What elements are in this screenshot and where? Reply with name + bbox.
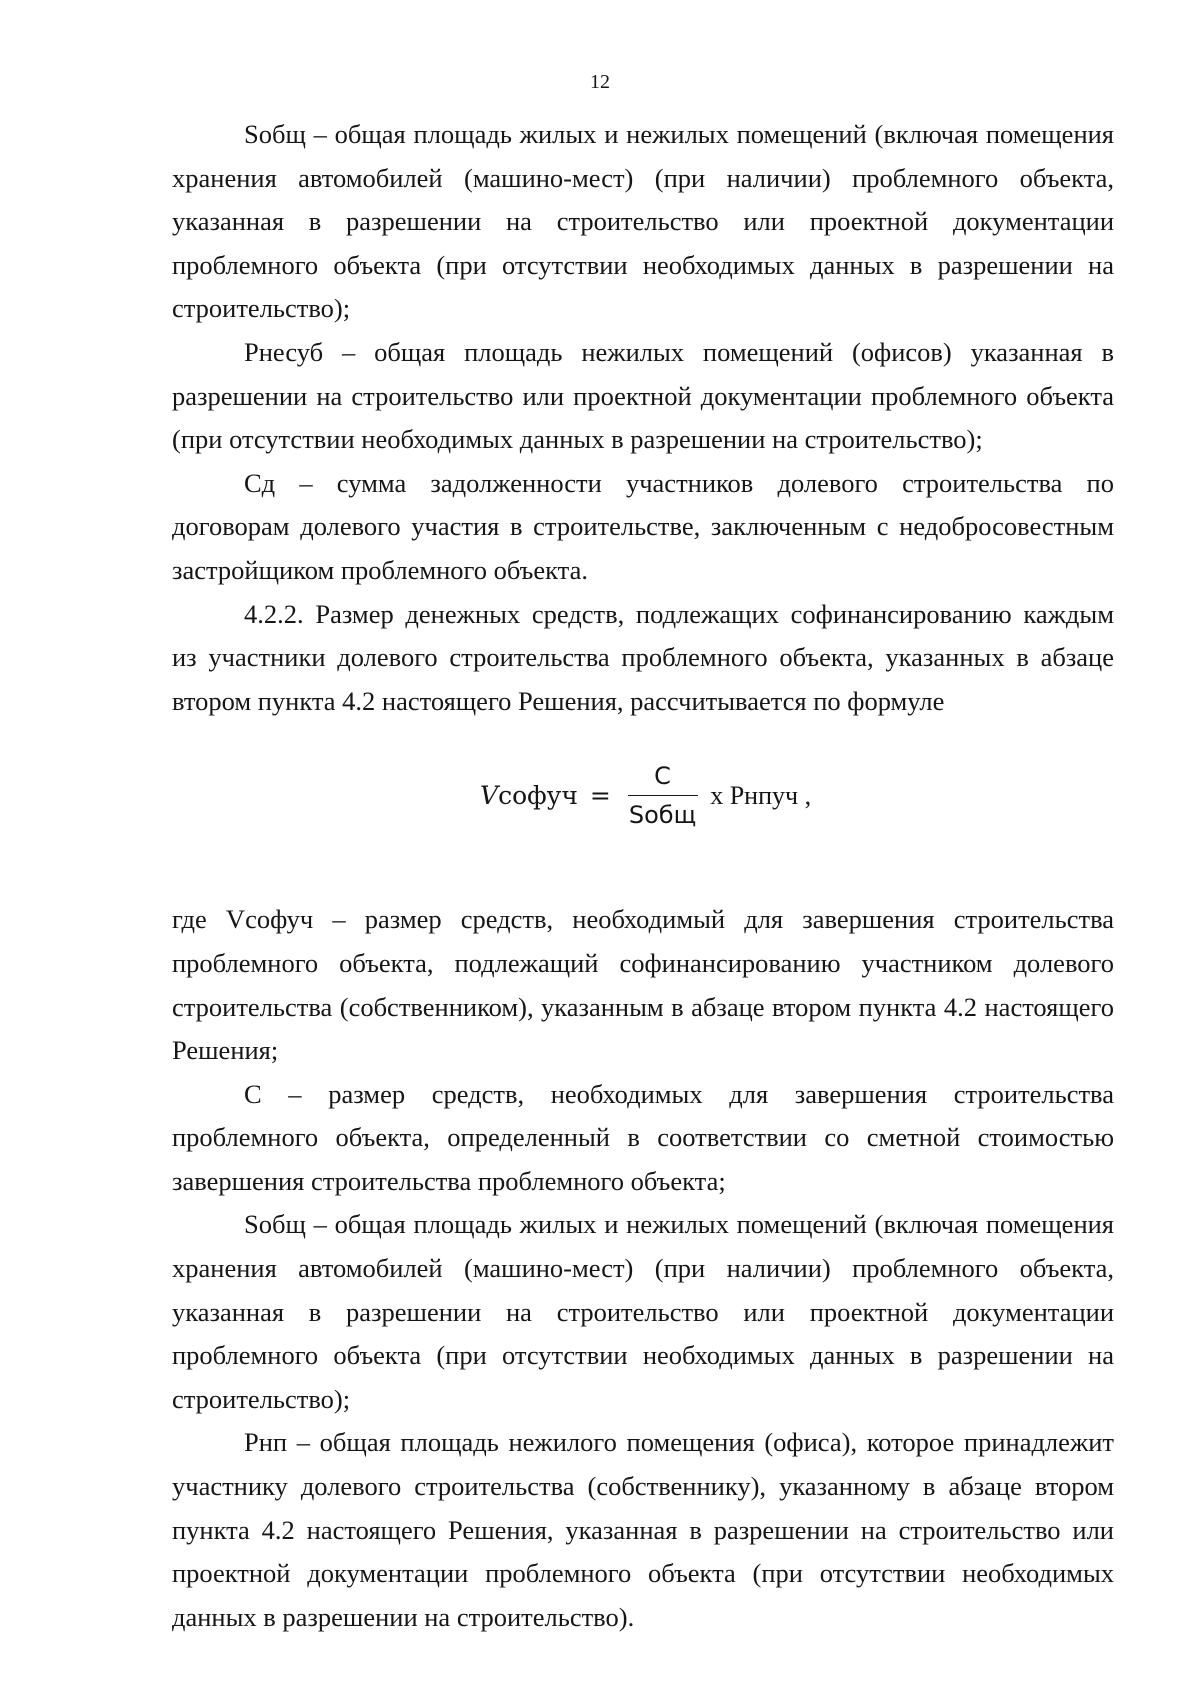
cofinancing-formula xyxy=(172,723,1114,898)
formula-numerator: C xyxy=(654,762,671,791)
paragraph-where-definition: где Vсофуч – размер средств, необходимый для завершения строительства проблемного объекта, подлежащий софинансированию участником долевого строительства (собственником), указанным в абзаце втором пункта 4.2 настоящего Решения; xyxy=(172,904,1114,1066)
formula-equals-sign: = xyxy=(589,781,611,811)
formula-rhs: x Рнпуч , xyxy=(710,781,812,811)
document-body xyxy=(172,113,1114,1639)
formula-lhs-variable: V xyxy=(480,781,499,811)
page-number: 12 xyxy=(590,71,610,93)
paragraph-c-definition: С – размер средств, необходимых для завершения строительства проблемного объекта, определенный в соответствии со сметной стоимостью завершения строительства проблемного объекта; xyxy=(172,1078,1114,1196)
formula-lhs xyxy=(480,774,578,818)
paragraph-4-2-2: 4.2.2. Размер денежных средств, подлежащих софинансированию каждым из участники долевого строительства проблемного объекта, указанных в абзаце втором пункта 4.2 настоящего Решения, рассчитывается по формуле xyxy=(172,598,1114,716)
paragraph-r-nonresidential-definition: Рнесуб – общая площадь нежилых помещений (офисов) указанная в разрешении на строительство или проектной документации проблемного объекта (при отсутствии необходимых данных в разрешении на строительство); xyxy=(172,336,1114,455)
paragraph-s-total-definition-repeat: Sобщ – общая площадь жилых и нежилых помещений (включая помещения хранения автомобилей (машино-мест) (при наличии) проблемного объекта, указанная в разрешении на строительство или проектной документации проблемного объекта (при отсутствии необходимых данных в разрешении на строительство); xyxy=(172,1209,1114,1414)
formula-lhs-subscript: софуч xyxy=(498,781,578,811)
paragraph-s-total-definition: Sобщ – общая площадь жилых и нежилых помещений (включая помещения хранения автомобилей (машино-мест) (при наличии) проблемного объекта, указанная в разрешении на строительство или проектной документации проблемного объекта (при отсутствии необходимых данных в разрешении на строительство); xyxy=(172,119,1114,324)
formula-denominator: Sобщ xyxy=(628,801,697,830)
formula-fraction xyxy=(625,761,700,830)
paragraph-debt-definition: Сд – сумма задолженности участников долевого строительства по договорам долевого участия в строительстве, заключенным с недобросовестным застройщиком проблемного объекта. xyxy=(172,467,1114,585)
formula-expression xyxy=(480,761,811,830)
paragraph-rnp-definition: Рнп – общая площадь нежилого помещения (офиса), которое принадлежит участнику долевого строительства (собственнику), указанному в абзаце втором пункта 4.2 настоящего Решения, указанная в разрешении на строительство или проектной документации проблемного объекта (при отсутствии необходимых данных в разрешении на строительство). xyxy=(172,1427,1114,1632)
